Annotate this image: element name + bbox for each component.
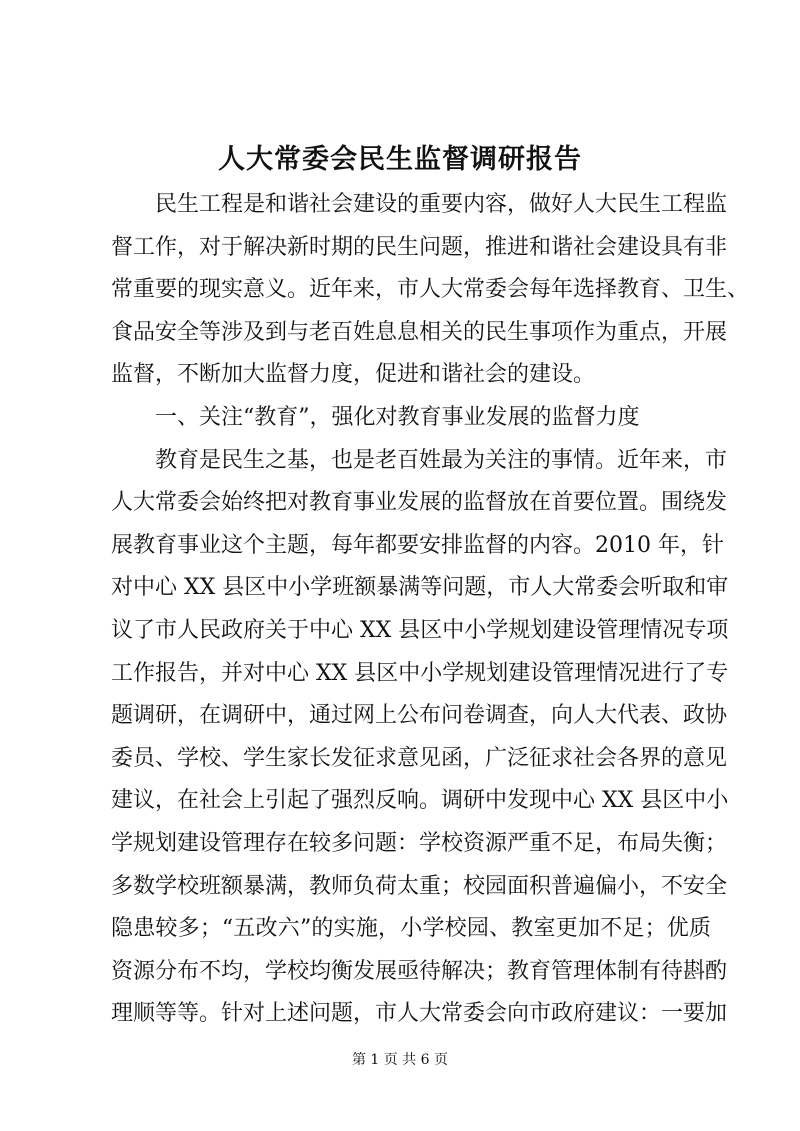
page-footer bbox=[0, 1050, 800, 1070]
paragraph-line: 对中心 XX 县区中小学班额暴满等问题，市人大常委会听取和审 bbox=[111, 575, 729, 601]
page-number: 第 1 页 共 6 页 bbox=[351, 1052, 449, 1068]
paragraph-line: 人大常委会始终把对教育事业发展的监督放在首要位置。围绕发 bbox=[111, 490, 728, 516]
paragraph-line: 常重要的现实意义。近年来，市人大常委会每年选择教育、卫生、 bbox=[111, 277, 750, 303]
paragraph-line: 督工作，对于解决新时期的民生问题，推进和谐社会建设具有非 bbox=[111, 234, 728, 260]
paragraph-line: 多数学校班额暴满，教师负荷太重；校园面积普遍偏小，不安全 bbox=[111, 873, 728, 899]
section-heading: 一、关注“教育”，强化对教育事业发展的监督力度 bbox=[155, 404, 640, 430]
paragraph-line: 展教育事业这个主题，每年都要安排监督的内容。2010 年，针 bbox=[111, 532, 724, 558]
paragraph-line: 学规划建设管理存在较多问题：学校资源严重不足，布局失衡； bbox=[111, 830, 728, 856]
document-title: 人大常委会民生监督调研报告 bbox=[218, 144, 582, 175]
paragraph-line: 民生工程是和谐社会建设的重要内容，做好人大民生工程监 bbox=[155, 192, 728, 217]
paragraph-line: 建议，在社会上引起了强烈反响。调研中发现中心 XX 县区中小 bbox=[111, 788, 729, 814]
paragraph-line: 食品安全等涉及到与老百姓息息相关的民生事项作为重点，开展 bbox=[111, 319, 728, 345]
paragraph-line: 理顺等等。针对上述问题，市人大常委会向市政府建议：一要加 bbox=[111, 1001, 728, 1027]
paragraph-line: 议了市人民政府关于中心 XX 县区中小学规划建设管理情况专项 bbox=[111, 617, 729, 643]
paragraph-line: 监督，不断加大监督力度，促进和谐社会的建设。 bbox=[111, 362, 596, 388]
paragraph-line: 工作报告，并对中心 XX 县区中小学规划建设管理情况进行了专 bbox=[111, 660, 729, 686]
paragraph-line: 资源分布不均，学校均衡发展亟待解决；教育管理体制有待斟酌 bbox=[111, 958, 728, 984]
paragraph-line: 教育是民生之基，也是老百姓最为关注的事情。近年来，市 bbox=[155, 447, 728, 473]
paragraph-line: 隐患较多；“五改六”的实施，小学校园、教室更加不足；优质 bbox=[111, 916, 711, 942]
paragraph-line: 题调研，在调研中，通过网上公布问卷调查，向人大代表、政协 bbox=[111, 703, 728, 729]
paragraph-line: 委员、学校、学生家长发征求意见函，广泛征求社会各界的意见 bbox=[111, 745, 728, 771]
document-body bbox=[111, 184, 750, 1036]
